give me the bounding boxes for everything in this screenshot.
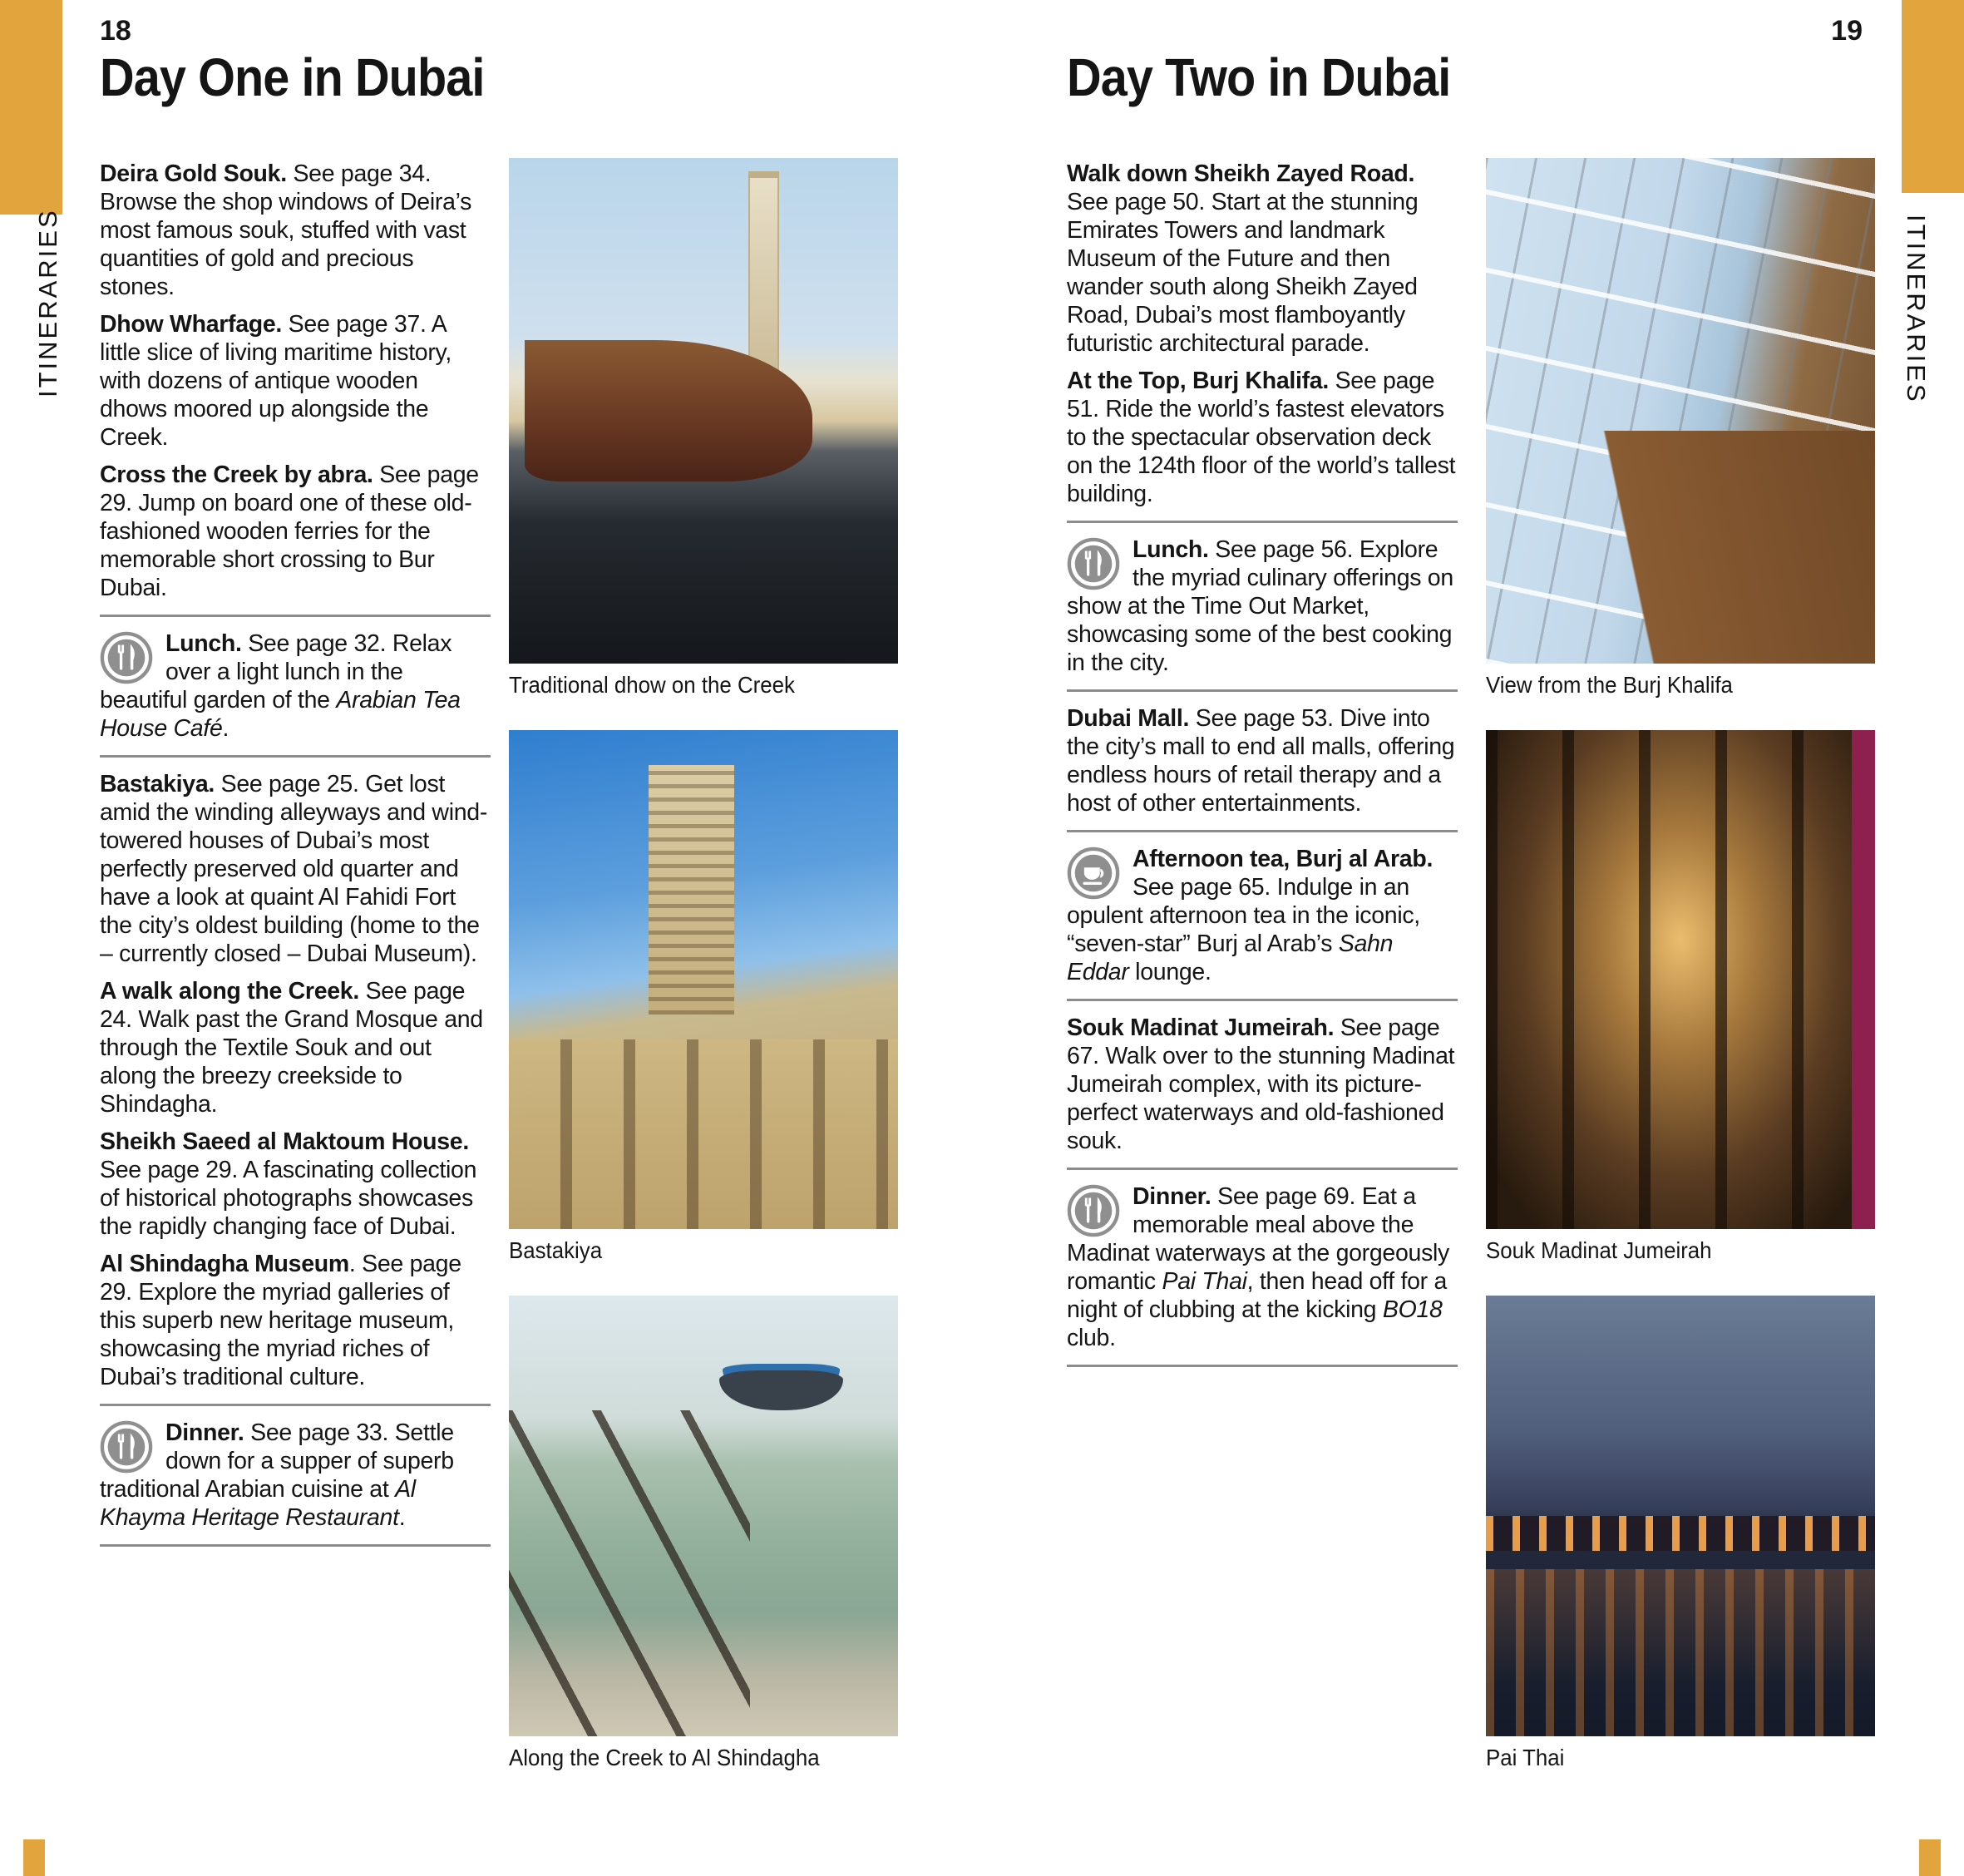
entry-heading: Walk down Sheikh Zayed Road. bbox=[1067, 160, 1415, 187]
sight-entry bbox=[1067, 367, 1458, 508]
entry-body: Sheikh Saeed al Maktoum House. See page 29. A fascinating collection of historical photographs showcases the rapidly changing face of Dubai. bbox=[100, 1128, 477, 1240]
divider-rule bbox=[100, 1544, 491, 1547]
entry-body: Souk Madinat Jumeirah. See page 67. Walk over to the stunning Madinat Jumeirah complex, with its picture-perfect waterways and old-fashioned souk. bbox=[1067, 1015, 1455, 1154]
entry-body: Afternoon tea, Burj al Arab. See page 65. Indulge in an opulent afternoon tea in the iconic, “seven-star” Burj al Arab’s Sahn Eddar lounge. bbox=[1067, 846, 1434, 985]
entry-body: At the Top, Burj Khalifa. See page 51. Ride the world’s fastest elevators to the spectacular observation deck on the 124th floor of the world’s tallest building. bbox=[1067, 368, 1456, 507]
itinerary-column-day-two bbox=[1067, 160, 1458, 1380]
entry-heading: Dubai Mall. bbox=[1067, 705, 1190, 732]
entry-body: Dinner. See page 69. Eat a memorable meal above the Madinat waterways at the gorgeously romantic Pai Thai, then head off for a night of clubbing at the kicking BO18 club. bbox=[1067, 1183, 1450, 1351]
entry-heading: Lunch. bbox=[1133, 536, 1209, 563]
entry-body: Deira Gold Souk. See page 34. Browse the shop windows of Deira’s most famous souk, stuffed with vast quantities of gold and precious stones. bbox=[100, 160, 472, 300]
figure-caption: Pai Thai bbox=[1486, 1745, 1565, 1770]
entry-body: Walk down Sheikh Zayed Road. See page 50. Start at the stunning Emirates Towers and landmark Museum of the Future and then wander south along Sheikh Zayed Road, Dubai’s most flamboyantly futuristic architectural parade. bbox=[1067, 160, 1419, 357]
entry-body: Dhow Wharfage. See page 37. A little slice of living maritime history, with dozens of antique wooden dhows moored up alongside the Creek. bbox=[100, 311, 452, 451]
figure-creekwalk bbox=[509, 1296, 898, 1771]
itineraries-tab-label-left: ITINERARIES bbox=[33, 208, 62, 397]
sight-entry bbox=[1067, 160, 1458, 358]
chapter-tab-bottom-left bbox=[23, 1839, 45, 1876]
figure-caption: View from the Burj Khalifa bbox=[1486, 672, 1733, 698]
entry-body: Al Shindagha Museum. See page 29. Explore the myriad galleries of this superb new heritage museum, showcasing the myriad riches of Dubai’s traditional culture. bbox=[100, 1251, 461, 1390]
divider-rule bbox=[1067, 1365, 1458, 1367]
entry-body: Dinner. See page 33. Settle down for a supper of superb traditional Arabian cuisine at Al Khayma Heritage Restaurant. bbox=[100, 1419, 454, 1531]
entry-heading: Lunch. bbox=[165, 630, 242, 657]
figure-burjview bbox=[1486, 158, 1875, 699]
sight-entry bbox=[100, 160, 491, 301]
divider-rule bbox=[100, 615, 491, 617]
fork-knife-icon bbox=[100, 631, 153, 684]
figure-caption: Along the Creek to Al Shindagha bbox=[509, 1745, 820, 1770]
figure-caption: Bastakiya bbox=[509, 1237, 603, 1263]
meal-entry bbox=[1067, 1182, 1458, 1352]
sight-entry bbox=[1067, 704, 1458, 817]
entry-body: Lunch. See page 56. Explore the myriad culinary offerings on show at the Time Out Market, showcasing some of the best cooking in the city. bbox=[1067, 536, 1453, 676]
photo-souk bbox=[1486, 730, 1875, 1229]
sight-entry bbox=[1067, 1014, 1458, 1155]
sight-entry bbox=[100, 770, 491, 968]
sight-entry bbox=[100, 1250, 491, 1391]
itinerary-column-day-one bbox=[100, 160, 491, 1559]
meal-entry bbox=[100, 629, 491, 743]
entry-body: Bastakiya. See page 25. Get lost amid the winding alleyways and wind-towered houses of Dubai’s most perfectly preserved old quarter and have a look at quaint Al Fahidi Fort the city’s oldest building (home to the – currently closed – Dubai Museum). bbox=[100, 771, 488, 967]
figure-caption: Souk Madinat Jumeirah bbox=[1486, 1237, 1712, 1263]
entry-heading: Al Shindagha Museum bbox=[100, 1251, 349, 1277]
sight-entry bbox=[100, 977, 491, 1118]
photo-dhow bbox=[509, 158, 898, 664]
divider-rule bbox=[1067, 999, 1458, 1001]
itineraries-tab-label-right: ITINERARIES bbox=[1902, 215, 1931, 404]
entry-heading: At the Top, Burj Khalifa. bbox=[1067, 368, 1329, 394]
sight-entry bbox=[100, 1128, 491, 1241]
meal-entry bbox=[1067, 536, 1458, 677]
figure-caption: Traditional dhow on the Creek bbox=[509, 672, 795, 698]
photo-bastakiya bbox=[509, 730, 898, 1229]
divider-rule bbox=[100, 1404, 491, 1406]
entry-heading: Bastakiya. bbox=[100, 771, 215, 797]
entry-heading: A walk along the Creek. bbox=[100, 978, 359, 1005]
entry-body: A walk along the Creek. See page 24. Walk past the Grand Mosque and through the Textile Souk and out along the breezy creekside to Shindagha. bbox=[100, 978, 483, 1118]
page-title-right: Day Two in Dubai bbox=[1067, 47, 1451, 107]
divider-rule bbox=[1067, 689, 1458, 692]
photo-burjview bbox=[1486, 158, 1875, 664]
page-title-left: Day One in Dubai bbox=[100, 47, 485, 107]
divider-rule bbox=[100, 755, 491, 758]
page-number-left: 18 bbox=[100, 15, 131, 47]
figure-paithai bbox=[1486, 1296, 1875, 1771]
entry-heading: Cross the Creek by abra. bbox=[100, 462, 373, 488]
divider-rule bbox=[1067, 1168, 1458, 1170]
entry-heading: Sheikh Saeed al Maktoum House. bbox=[100, 1128, 469, 1155]
meal-entry bbox=[100, 1419, 491, 1532]
sight-entry bbox=[100, 310, 491, 452]
divider-rule bbox=[1067, 521, 1458, 523]
entry-heading: Dhow Wharfage. bbox=[100, 311, 283, 338]
chapter-tab-bottom-right bbox=[1919, 1839, 1941, 1876]
entry-heading: Dinner. bbox=[165, 1419, 244, 1446]
entry-heading: Dinner. bbox=[1133, 1183, 1211, 1210]
photo-paithai bbox=[1486, 1296, 1875, 1736]
fork-knife-icon bbox=[1067, 1184, 1120, 1237]
entry-heading: Deira Gold Souk. bbox=[100, 160, 287, 187]
meal-entry bbox=[1067, 845, 1458, 986]
figure-bastakiya bbox=[509, 730, 898, 1264]
divider-rule bbox=[1067, 830, 1458, 832]
chapter-tab-top-right bbox=[1902, 0, 1964, 193]
figure-souk bbox=[1486, 730, 1875, 1264]
teacup-icon bbox=[1067, 847, 1120, 900]
photo-creekwalk bbox=[509, 1296, 898, 1736]
entry-heading: Afternoon tea, Burj al Arab. bbox=[1133, 846, 1434, 872]
page-number-right: 19 bbox=[1831, 15, 1863, 47]
fork-knife-icon bbox=[100, 1420, 153, 1474]
entry-body: Dubai Mall. See page 53. Dive into the city’s mall to end all malls, offering endless hours of retail therapy and a host of other entertainments. bbox=[1067, 705, 1455, 817]
entry-heading: Souk Madinat Jumeirah. bbox=[1067, 1015, 1335, 1041]
entry-body: Cross the Creek by abra. See page 29. Jump on board one of these old-fashioned wooden ferries for the memorable short crossing to Bur Dubai. bbox=[100, 462, 479, 601]
sight-entry bbox=[100, 461, 491, 602]
chapter-tab-top-left bbox=[0, 0, 62, 215]
figure-dhow bbox=[509, 158, 898, 699]
fork-knife-icon bbox=[1067, 537, 1120, 590]
entry-body: Lunch. See page 32. Relax over a light lunch in the beautiful garden of the Arabian Tea House Café. bbox=[100, 630, 461, 742]
